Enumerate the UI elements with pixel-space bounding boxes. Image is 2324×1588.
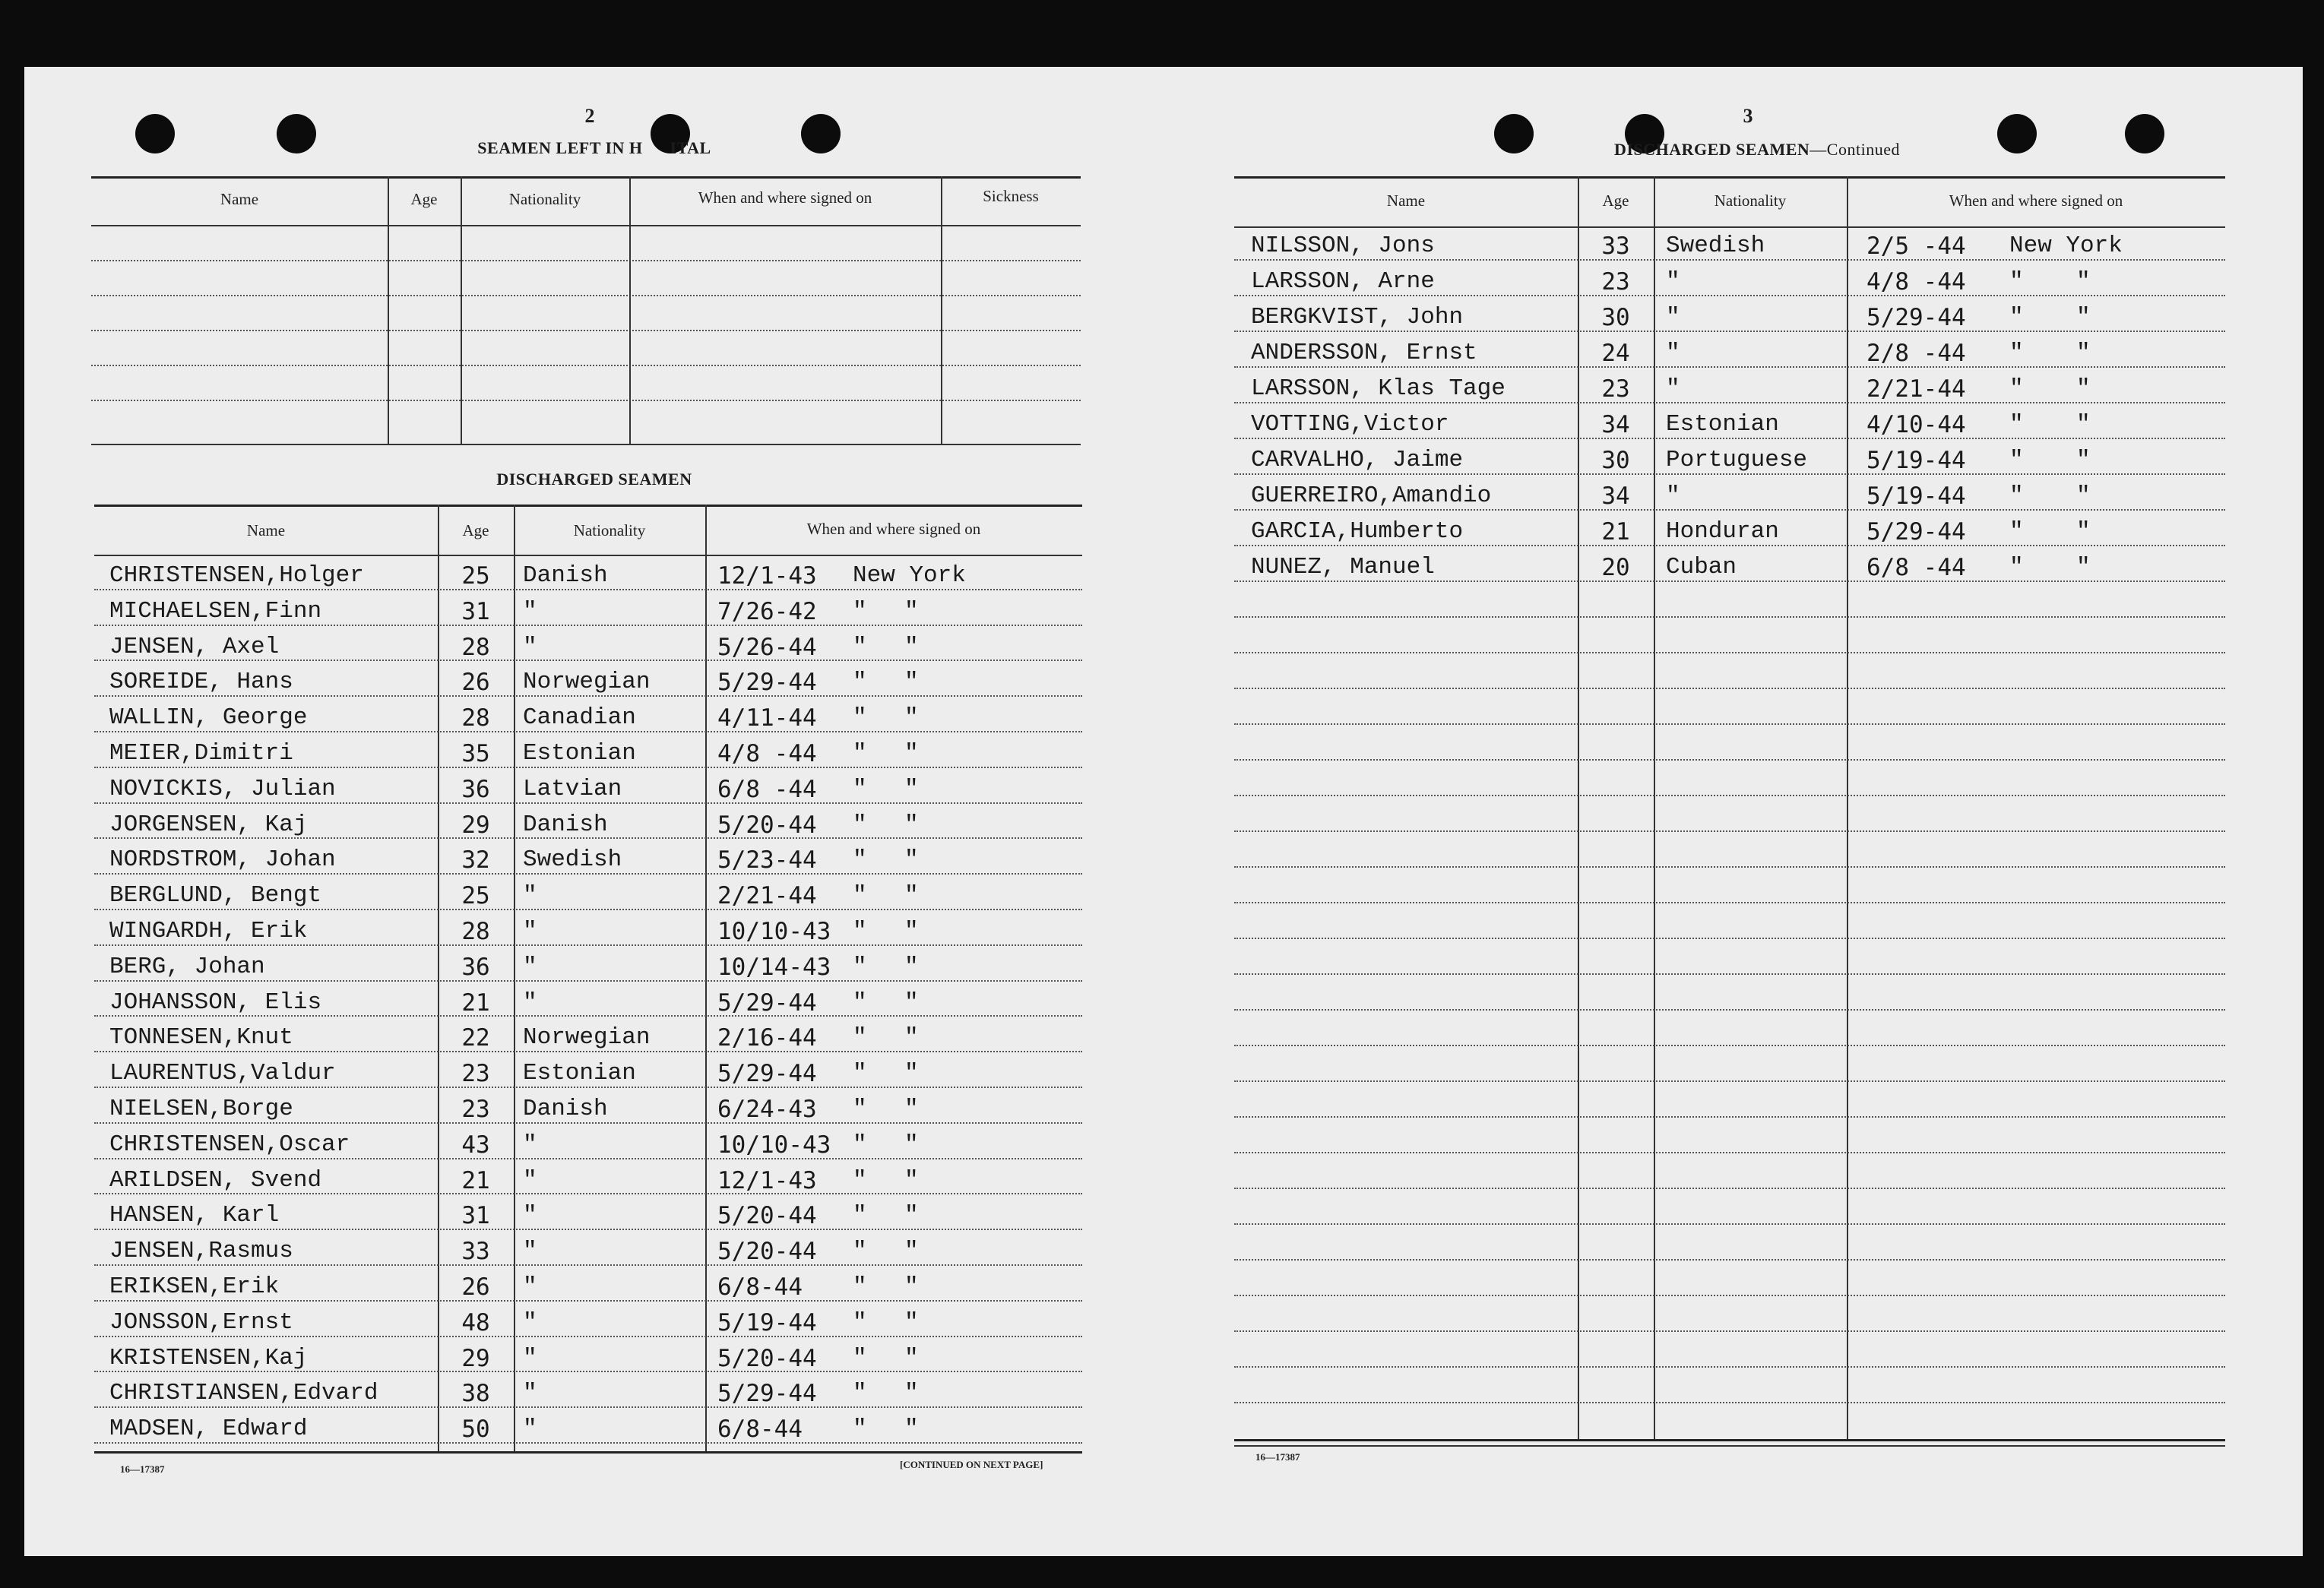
row-rule	[94, 1300, 1082, 1302]
seaman-nationality: "	[1666, 340, 1680, 366]
seaman-name: LAURENTUS,Valdur	[109, 1060, 336, 1087]
signed-on-date: 5/29-44	[717, 989, 817, 1017]
signed-on-place: "	[853, 740, 867, 767]
signed-on-place: "	[853, 1308, 867, 1336]
seaman-name: ANDERSSON, Ernst	[1251, 340, 1477, 366]
signed-on-date: 7/26-42	[717, 597, 817, 625]
seaman-name: NORDSTROM, Johan	[109, 846, 336, 874]
signed-on-place: "	[853, 1238, 867, 1265]
row-rule	[1234, 1259, 2225, 1261]
signed-on-place-ditto: "	[904, 704, 919, 732]
signed-on-place-ditto: "	[2076, 482, 2091, 509]
row-rule	[1234, 259, 2225, 261]
seaman-name: JOHANSSON, Elis	[109, 989, 322, 1016]
signed-on-place-ditto: "	[904, 989, 919, 1016]
signed-on-place-ditto: "	[904, 846, 919, 874]
hospital-col-name: Name	[220, 190, 259, 208]
signed-on-date: 5/20-44	[717, 1344, 817, 1372]
row-rule	[94, 1087, 1082, 1088]
signed-on-date: 5/29-44	[1866, 518, 1966, 546]
signed-on-date: 12/1-43	[717, 562, 817, 590]
seaman-nationality: "	[523, 882, 537, 909]
signed-on-place-ditto: "	[2076, 411, 2091, 438]
row-rule	[94, 1442, 1082, 1444]
seaman-nationality: Honduran	[1666, 518, 1779, 545]
signed-on-date: 6/8 -44	[1866, 554, 1966, 581]
row-rule	[1234, 1223, 2225, 1225]
discharged-col-signed-on: When and where signed on	[806, 520, 981, 538]
row-rule	[1234, 938, 2225, 939]
seaman-nationality: Danish	[523, 562, 608, 589]
seaman-age: 36	[461, 775, 490, 803]
signed-on-place-ditto: "	[904, 1166, 919, 1194]
seaman-name: GUERREIRO,Amandio	[1251, 482, 1492, 509]
hospital-title-start: SEAMEN LEFT IN H	[477, 138, 643, 157]
signed-on-place-ditto: "	[2076, 268, 2091, 295]
seaman-nationality: Estonian	[1666, 411, 1779, 438]
row-rule	[94, 1122, 1082, 1124]
row-rule	[1234, 759, 2225, 761]
seaman-nationality: "	[523, 918, 537, 944]
seaman-name: NOVICKIS, Julian	[109, 775, 336, 802]
seaman-age: 26	[461, 1273, 490, 1301]
seaman-name: BERG, Johan	[109, 953, 265, 980]
seaman-nationality: "	[523, 1202, 537, 1229]
signed-on-place: "	[853, 669, 867, 696]
signed-on-date: 5/29-44	[717, 1060, 817, 1088]
row-rule	[94, 1229, 1082, 1230]
seaman-nationality: "	[1666, 304, 1680, 331]
signed-on-place: "	[2009, 304, 2024, 331]
signed-on-place: "	[853, 1273, 867, 1300]
continued-section-title	[1575, 140, 1939, 160]
seaman-age: 22	[461, 1024, 490, 1052]
row-rule	[1234, 1402, 2225, 1403]
signed-on-date: 5/23-44	[717, 846, 817, 875]
signed-on-place: "	[853, 1096, 867, 1122]
seaman-age: 28	[461, 633, 490, 661]
discharged-section-title: DISCHARGED SEAMEN	[496, 470, 692, 489]
seaman-nationality: Danish	[523, 811, 608, 838]
row-rule	[1234, 830, 2225, 832]
signed-on-date: 5/20-44	[717, 811, 817, 839]
seaman-name: BERGKVIST, John	[1251, 304, 1464, 331]
seaman-name: ARILDSEN, Svend	[109, 1166, 322, 1194]
discharged-col-age: Age	[462, 521, 489, 539]
signed-on-place: "	[853, 989, 867, 1016]
signed-on-place-ditto: "	[904, 953, 919, 980]
seaman-age: 25	[461, 882, 490, 910]
seaman-nationality: Swedish	[1666, 233, 1765, 259]
signed-on-place-ditto: "	[2076, 340, 2091, 366]
signed-on-place: "	[2009, 447, 2024, 473]
continued-title-suffix: —Continued	[1809, 140, 1900, 159]
seaman-name: VOTTING,Victor	[1251, 411, 1449, 438]
seaman-name: JENSEN, Axel	[109, 633, 280, 660]
seaman-name: LARSSON, Arne	[1251, 268, 1435, 295]
seaman-age: 43	[461, 1131, 490, 1159]
signed-on-place: "	[853, 953, 867, 980]
seaman-age: 33	[1601, 233, 1630, 260]
row-rule	[94, 873, 1082, 875]
seaman-age: 30	[1601, 304, 1630, 331]
seaman-age: 23	[461, 1096, 490, 1123]
seaman-nationality: "	[1666, 482, 1680, 509]
signed-on-place: "	[853, 1024, 867, 1052]
continued-col-age: Age	[1602, 191, 1629, 210]
signed-on-date: 2/16-44	[717, 1024, 817, 1052]
seaman-age: 35	[461, 740, 490, 767]
signed-on-place: "	[853, 1380, 867, 1407]
seaman-name: KRISTENSEN,Kaj	[109, 1344, 308, 1371]
signed-on-date: 4/10-44	[1866, 411, 1966, 438]
seaman-nationality: "	[523, 597, 537, 625]
signed-on-place: "	[853, 918, 867, 944]
seaman-age: 25	[461, 562, 490, 590]
seaman-nationality: Cuban	[1666, 554, 1737, 580]
hospital-section-title	[435, 138, 754, 158]
signed-on-place: "	[853, 882, 867, 909]
seaman-nationality: "	[523, 1344, 537, 1371]
row-rule	[1234, 509, 2225, 511]
seaman-name: JORGENSEN, Kaj	[109, 811, 308, 838]
signed-on-place: "	[853, 1344, 867, 1371]
signed-on-place: "	[853, 597, 867, 625]
signed-on-place-ditto: "	[904, 1273, 919, 1300]
row-rule	[94, 1336, 1082, 1337]
signed-on-place-ditto: "	[904, 1238, 919, 1265]
signed-on-place-ditto: "	[904, 1024, 919, 1052]
signed-on-place-ditto: "	[2076, 554, 2091, 580]
signed-on-place: "	[853, 1166, 867, 1194]
row-rule	[1234, 1366, 2225, 1368]
row-rule	[94, 1406, 1082, 1408]
signed-on-place-ditto: "	[2076, 375, 2091, 402]
row-rule	[1234, 1045, 2225, 1046]
form-number: 16—17387	[1255, 1451, 1300, 1463]
row-rule	[1234, 688, 2225, 689]
seaman-nationality: "	[523, 1238, 537, 1265]
signed-on-place-ditto: "	[2076, 518, 2091, 545]
signed-on-place-ditto: "	[904, 882, 919, 909]
signed-on-place: New York	[853, 562, 966, 589]
signed-on-date: 2/8 -44	[1866, 340, 1966, 367]
seaman-nationality: Danish	[523, 1096, 608, 1122]
seaman-name: NILSSON, Jons	[1251, 233, 1435, 259]
punch-hole	[135, 114, 175, 153]
row-rule	[1234, 866, 2225, 868]
signed-on-place-ditto: "	[2076, 447, 2091, 473]
row-rule	[1234, 1080, 2225, 1082]
seaman-name: WINGARDH, Erik	[109, 918, 308, 944]
signed-on-place: "	[2009, 482, 2024, 509]
seaman-nationality: Estonian	[523, 1060, 636, 1087]
row-rule	[94, 909, 1082, 910]
seaman-nationality: "	[523, 1273, 537, 1300]
signed-on-date: 6/8-44	[717, 1416, 803, 1444]
row-rule	[94, 767, 1082, 768]
row-rule	[94, 695, 1082, 697]
hospital-col-signed-on: When and where signed on	[698, 188, 872, 207]
seaman-nationality: "	[523, 1166, 537, 1194]
seaman-nationality: Swedish	[523, 846, 622, 874]
seaman-age: 21	[461, 989, 490, 1017]
seaman-nationality: "	[1666, 268, 1680, 295]
signed-on-date: 2/5 -44	[1866, 233, 1966, 260]
signed-on-place: "	[2009, 268, 2024, 295]
punch-hole	[1997, 114, 2037, 153]
row-rule	[1234, 723, 2225, 725]
row-rule	[94, 837, 1082, 839]
row-rule	[1234, 402, 2225, 403]
signed-on-place-ditto: "	[904, 1380, 919, 1407]
signed-on-place: "	[853, 1202, 867, 1229]
signed-on-place: "	[853, 1131, 867, 1158]
signed-on-date: 6/8-44	[717, 1273, 803, 1301]
row-rule	[94, 1051, 1082, 1052]
seaman-nationality: Portuguese	[1666, 447, 1808, 473]
row-rule	[1234, 795, 2225, 796]
seaman-age: 32	[461, 846, 490, 875]
row-rule	[1234, 1152, 2225, 1153]
seaman-age: 50	[461, 1416, 490, 1444]
seaman-age: 34	[1601, 411, 1630, 438]
seaman-name: WALLIN, George	[109, 704, 308, 732]
seaman-age: 23	[461, 1060, 490, 1088]
seaman-name: CHRISTIANSEN,Edvard	[109, 1380, 378, 1407]
signed-on-place-ditto: "	[904, 1416, 919, 1443]
row-rule	[94, 731, 1082, 732]
seaman-name: MADSEN, Edward	[109, 1416, 308, 1443]
signed-on-place-ditto: "	[904, 597, 919, 625]
signed-on-date: 5/29-44	[1866, 304, 1966, 331]
row-rule	[94, 944, 1082, 946]
seaman-nationality: Latvian	[523, 775, 622, 802]
signed-on-place-ditto: "	[904, 1344, 919, 1371]
row-rule	[94, 660, 1082, 661]
seaman-nationality: "	[1666, 375, 1680, 402]
row-rule	[94, 1158, 1082, 1159]
seaman-age: 28	[461, 918, 490, 945]
continued-col-name: Name	[1386, 191, 1426, 210]
signed-on-place: "	[853, 704, 867, 732]
signed-on-date: 2/21-44	[1866, 375, 1966, 403]
row-rule	[94, 1264, 1082, 1266]
signed-on-date: 2/21-44	[717, 882, 817, 910]
signed-on-date: 5/19-44	[717, 1308, 817, 1337]
row-rule	[94, 589, 1082, 590]
signed-on-place-ditto: "	[904, 1308, 919, 1336]
seaman-name: BERGLUND, Bengt	[109, 882, 322, 909]
signed-on-place: "	[853, 1060, 867, 1087]
punch-hole	[277, 114, 316, 153]
signed-on-date: 12/1-43	[717, 1166, 817, 1194]
seaman-name: CHRISTENSEN,Holger	[109, 562, 364, 589]
seaman-nationality: "	[523, 989, 537, 1016]
seaman-name: GARCIA,Humberto	[1251, 518, 1464, 545]
signed-on-place: "	[2009, 375, 2024, 402]
signed-on-date: 4/11-44	[717, 704, 817, 732]
seaman-age: 21	[461, 1166, 490, 1194]
hospital-col-age: Age	[410, 190, 438, 208]
row-rule	[1234, 616, 2225, 618]
signed-on-place-ditto: "	[904, 1202, 919, 1229]
seaman-age: 28	[461, 704, 490, 732]
signed-on-place: "	[853, 1416, 867, 1443]
signed-on-place-ditto: "	[904, 740, 919, 767]
discharged-col-name: Name	[246, 521, 286, 539]
punch-hole	[1494, 114, 1534, 153]
row-rule	[94, 1371, 1082, 1372]
row-rule	[94, 802, 1082, 804]
signed-on-place-ditto: "	[904, 633, 919, 660]
seaman-age: 38	[461, 1380, 490, 1408]
row-rule	[94, 980, 1082, 982]
row-rule	[1234, 902, 2225, 903]
seaman-age: 48	[461, 1308, 490, 1337]
signed-on-place-ditto: "	[904, 669, 919, 696]
signed-on-place-ditto: "	[904, 775, 919, 802]
seaman-name: SOREIDE, Hans	[109, 669, 293, 696]
signed-on-date: 6/8 -44	[717, 775, 817, 803]
seaman-name: NUNEZ, Manuel	[1251, 554, 1435, 580]
signed-on-place: "	[2009, 411, 2024, 438]
row-rule	[1234, 1009, 2225, 1011]
row-rule	[94, 1193, 1082, 1194]
seaman-name: CARVALHO, Jaime	[1251, 447, 1464, 473]
signed-on-date: 6/24-43	[717, 1096, 817, 1123]
signed-on-place: "	[2009, 518, 2024, 545]
row-rule	[1234, 652, 2225, 653]
seaman-nationality: "	[523, 1131, 537, 1158]
seaman-age: 20	[1601, 554, 1630, 581]
row-rule	[1234, 366, 2225, 368]
signed-on-date: 5/26-44	[717, 633, 817, 661]
signed-on-date: 4/8 -44	[1866, 268, 1966, 296]
seaman-name: CHRISTENSEN,Oscar	[109, 1131, 350, 1158]
seaman-nationality: Norwegian	[523, 669, 651, 696]
signed-on-date: 5/29-44	[717, 1380, 817, 1408]
seaman-nationality: "	[523, 953, 537, 980]
continued-col-nationality: Nationality	[1714, 191, 1787, 210]
continued-title-main: DISCHARGED SEAMEN	[1614, 140, 1810, 159]
page-number: 3	[1743, 105, 1753, 127]
signed-on-place-ditto: "	[904, 811, 919, 838]
seaman-nationality: "	[523, 1308, 537, 1336]
signed-on-date: 10/10-43	[717, 918, 831, 945]
signed-on-date: 5/19-44	[1866, 447, 1966, 474]
signed-on-place: "	[853, 775, 867, 802]
signed-on-place: New York	[2009, 233, 2123, 259]
seaman-age: 31	[461, 1202, 490, 1230]
seaman-age: 26	[461, 669, 490, 697]
signed-on-place-ditto: "	[2076, 304, 2091, 331]
seaman-name: TONNESEN,Knut	[109, 1024, 293, 1052]
signed-on-place-ditto: "	[904, 1096, 919, 1122]
row-rule	[1234, 1330, 2225, 1332]
discharged-col-nationality: Nationality	[573, 521, 646, 539]
seaman-nationality: Canadian	[523, 704, 636, 732]
seaman-age: 36	[461, 953, 490, 981]
row-rule	[1234, 973, 2225, 975]
punch-hole	[801, 114, 841, 153]
seaman-name: MICHAELSEN,Finn	[109, 597, 322, 625]
seaman-name: ERIKSEN,Erik	[109, 1273, 280, 1300]
row-rule	[1234, 1116, 2225, 1118]
seaman-age: 31	[461, 597, 490, 625]
signed-on-place-ditto: "	[904, 1131, 919, 1158]
hospital-col-nationality: Nationality	[508, 190, 581, 208]
continued-note: [CONTINUED ON NEXT PAGE]	[900, 1459, 1043, 1470]
seaman-nationality: Estonian	[523, 740, 636, 767]
row-rule	[1234, 580, 2225, 582]
seaman-name: HANSEN, Karl	[109, 1202, 280, 1229]
seaman-age: 23	[1601, 268, 1630, 296]
signed-on-place: "	[853, 811, 867, 838]
signed-on-place: "	[2009, 554, 2024, 580]
row-rule	[1234, 295, 2225, 296]
form-number: 16—17387	[120, 1463, 165, 1475]
continued-col-signed-on: When and where signed on	[1949, 191, 2123, 210]
seaman-age: 21	[1601, 518, 1630, 546]
seaman-name: JONSSON,Ernst	[109, 1308, 293, 1336]
seaman-age: 23	[1601, 375, 1630, 403]
row-rule	[1234, 473, 2225, 475]
row-rule	[1234, 331, 2225, 332]
row-rule	[1234, 1188, 2225, 1189]
seaman-nationality: Norwegian	[523, 1024, 651, 1052]
seaman-age: 33	[461, 1238, 490, 1266]
row-rule	[1234, 545, 2225, 546]
seaman-name: MEIER,Dimitri	[109, 740, 293, 767]
seaman-nationality: "	[523, 1416, 537, 1443]
seaman-name: NIELSEN,Borge	[109, 1096, 293, 1122]
signed-on-date: 5/29-44	[717, 669, 817, 697]
page-number: 2	[584, 105, 595, 127]
signed-on-place-ditto: "	[904, 918, 919, 944]
signed-on-place: "	[2009, 340, 2024, 366]
seaman-name: LARSSON, Klas Tage	[1251, 375, 1506, 402]
row-rule	[1234, 1295, 2225, 1296]
document-paper	[24, 67, 2303, 1556]
seaman-age: 29	[461, 1344, 490, 1372]
seaman-nationality: "	[523, 633, 537, 660]
seaman-age: 34	[1601, 482, 1630, 510]
signed-on-place: "	[853, 633, 867, 660]
seaman-age: 24	[1601, 340, 1630, 367]
signed-on-place-ditto: "	[904, 1060, 919, 1087]
hospital-col-sickness: Sickness	[983, 187, 1039, 205]
seaman-age: 30	[1601, 447, 1630, 474]
signed-on-date: 5/19-44	[1866, 482, 1966, 510]
signed-on-place: "	[853, 846, 867, 874]
seaman-age: 29	[461, 811, 490, 839]
punch-hole	[2125, 114, 2164, 153]
seaman-name: JENSEN,Rasmus	[109, 1238, 293, 1265]
signed-on-date: 5/20-44	[717, 1202, 817, 1230]
row-rule	[94, 1015, 1082, 1017]
row-rule	[1234, 438, 2225, 439]
row-rule	[94, 625, 1082, 626]
signed-on-date: 5/20-44	[717, 1238, 817, 1266]
seaman-nationality: "	[523, 1380, 537, 1407]
signed-on-date: 10/10-43	[717, 1131, 831, 1159]
hospital-title-end: ITAL	[670, 138, 711, 157]
signed-on-date: 4/8 -44	[717, 740, 817, 767]
signed-on-date: 10/14-43	[717, 953, 831, 981]
